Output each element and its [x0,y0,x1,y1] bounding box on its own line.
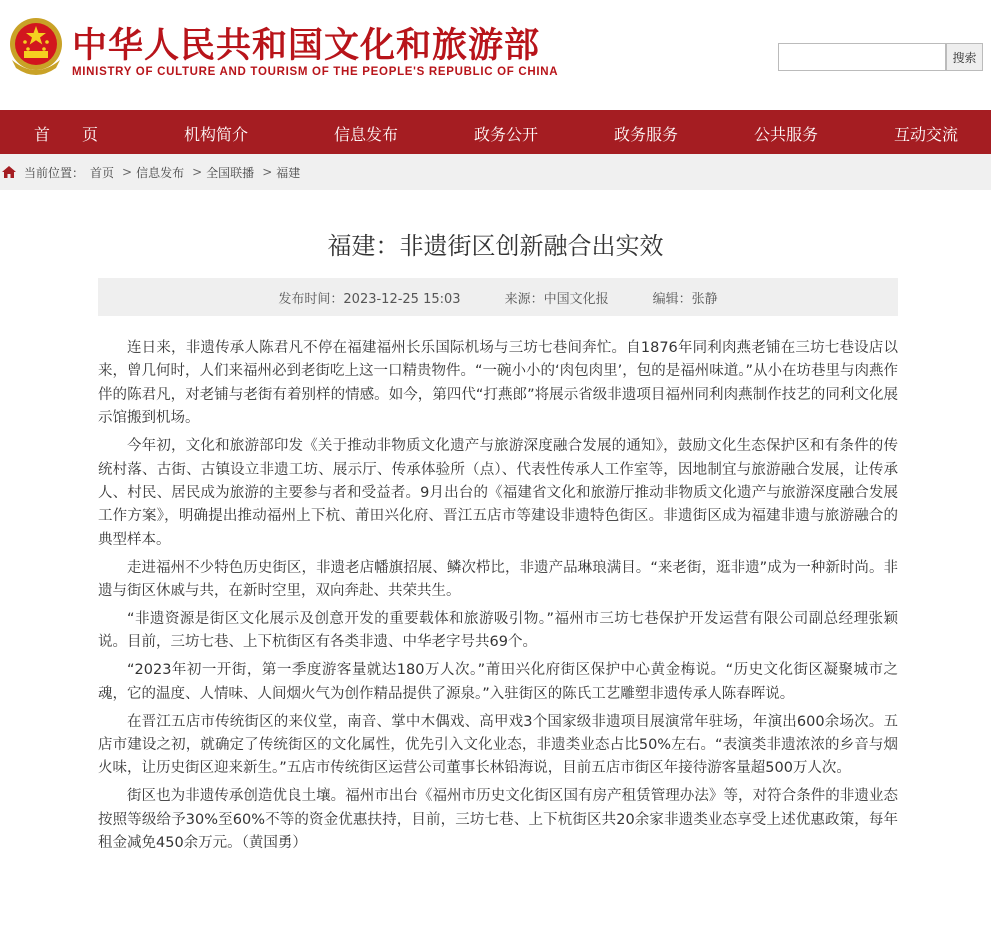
breadcrumb-separator: > [122,165,133,179]
article-source: 来源：中国文化报 [504,291,609,307]
article-paragraph: 今年初，文化和旅游部印发《关于推动非物质文化遗产与旅游深度融合发展的通知》，鼓励文化生态保护区和有条件的传统村落、古街、古镇设立非遗工坊、展示厅、传承体验所（点）、代表性传承人工作室等，因地制宜与旅游融合发展，让传承人、村民、居民成为旅游的主要参与者和受益者。9月出台的《福建省文化和旅游厅推动非物质文化遗产与旅游深度融合发展工作方案》，明确提出推动福州上下杭、莆田兴化府、晋江五店市等建设非遗特色街区。非遗街区成为福建非遗与旅游融合的典型样本。 [98,438,898,548]
site-title-en: MINISTRY OF CULTURE AND TOURISM OF THE PEOPLE'S REPUBLIC OF CHINA [72,66,559,78]
breadcrumb-separator: > [192,165,203,179]
site-header [0,0,991,110]
nav-item-news[interactable]: 信息发布 [334,125,399,144]
breadcrumb-news[interactable]: 信息发布 [136,165,185,180]
home-icon [2,166,16,178]
article-meta [98,278,898,316]
search-button[interactable]: 搜索 [946,43,983,71]
breadcrumb-national[interactable]: 全国联播 [206,165,255,180]
article-title: 福建：非遗街区创新融合出实效 [327,232,664,260]
nav-item-services[interactable]: 政务服务 [614,125,679,144]
breadcrumb-home[interactable]: 首页 [90,165,115,180]
nav-item-affairs[interactable]: 政务公开 [474,125,539,144]
breadcrumb-fujian[interactable]: 福建 [276,165,301,180]
nav-item-about[interactable]: 机构简介 [184,125,249,144]
nav-item-public-services[interactable]: 公共服务 [754,125,819,144]
breadcrumb-label: 当前位置： [24,165,85,180]
article-body [98,337,898,860]
publish-time: 发布时间：2023-12-25 15:03 [278,291,461,307]
national-emblem-icon[interactable] [6,16,66,78]
article-paragraph: “2023年初一开街，第一季度游客量就达180万人次。”莆田兴化府街区保护中心黄金梅说。“历史文化街区凝聚城市之魂，它的温度、人情味、人间烟火气为创作精品提供了源泉。”入驻街区的陈氏工艺雕塑非遗传承人陈春晖说。 [98,662,898,702]
nav-item-interaction[interactable]: 互动交流 [894,125,959,144]
breadcrumb [0,154,991,190]
breadcrumb-separator: > [262,165,273,179]
article-paragraph: 在晋江五店市传统街区的来仪堂，南音、掌中木偶戏、高甲戏3个国家级非遗项目展演常年驻场，年演出600余场次。五店市建设之初，就确定了传统街区的文化属性，优先引入文化业态，非遗类业态占比50%左右。“表演类非遗浓浓的乡音与烟火味，让历史街区迎来新生。”五店市传统街区运营公司董事长林铅海说，目前五店市街区年接待游客量超500万人次。 [98,713,898,777]
article-paragraph: 连日来，非遗传承人陈君凡不停在福建福州长乐国际机场与三坊七巷间奔忙。自1876年同利肉燕老铺在三坊七巷设店以来，曾几何时，人们来福州必到老街吃上这一口精贵物件。“一碗小小的‘肉包肉里’，包的是福州味道。”从小在坊巷里与肉燕作伴的陈君凡，对老铺与老街有着别样的情感。如今，第四代“打燕郎”将展示省级非遗项目福州同利肉燕制作技艺的同利文化展示馆搬到机场。 [98,340,898,427]
main-nav [0,110,991,154]
search-input[interactable] [778,43,946,71]
article-paragraph: “非遗资源是街区文化展示及创意开发的重要载体和旅游吸引物。”福州市三坊七巷保护开发运营有限公司副总经理张颖说。目前，三坊七巷、上下杭街区有各类非遗、中华老字号共69个。 [98,610,898,651]
site-title-cn[interactable]: 中华人民共和国文化和旅游部 [72,25,541,66]
nav-item-home[interactable]: 首 页 [34,125,99,144]
article-paragraph: 街区也为非遗传承创造优良土壤。福州市出台《福州市历史文化街区国有房产租赁管理办法》等，对符合条件的非遗业态按照等级给予30%至60%不等的资金优惠扶持，目前，三坊七巷、上下杭街区共20余家非遗类业态享受上述优惠政策，每年租金减免450余万元。（黄国勇） [98,788,898,852]
article-editor: 编辑：张静 [652,291,718,307]
article-paragraph: 走进福州不少特色历史街区，非遗老店幡旗招展、鳞次栉比，非遗产品琳琅满目。“来老街，逛非遗”成为一种新时尚。非遗与街区休戚与共，在新时空里，双向奔赴、共荣共生。 [98,559,898,600]
